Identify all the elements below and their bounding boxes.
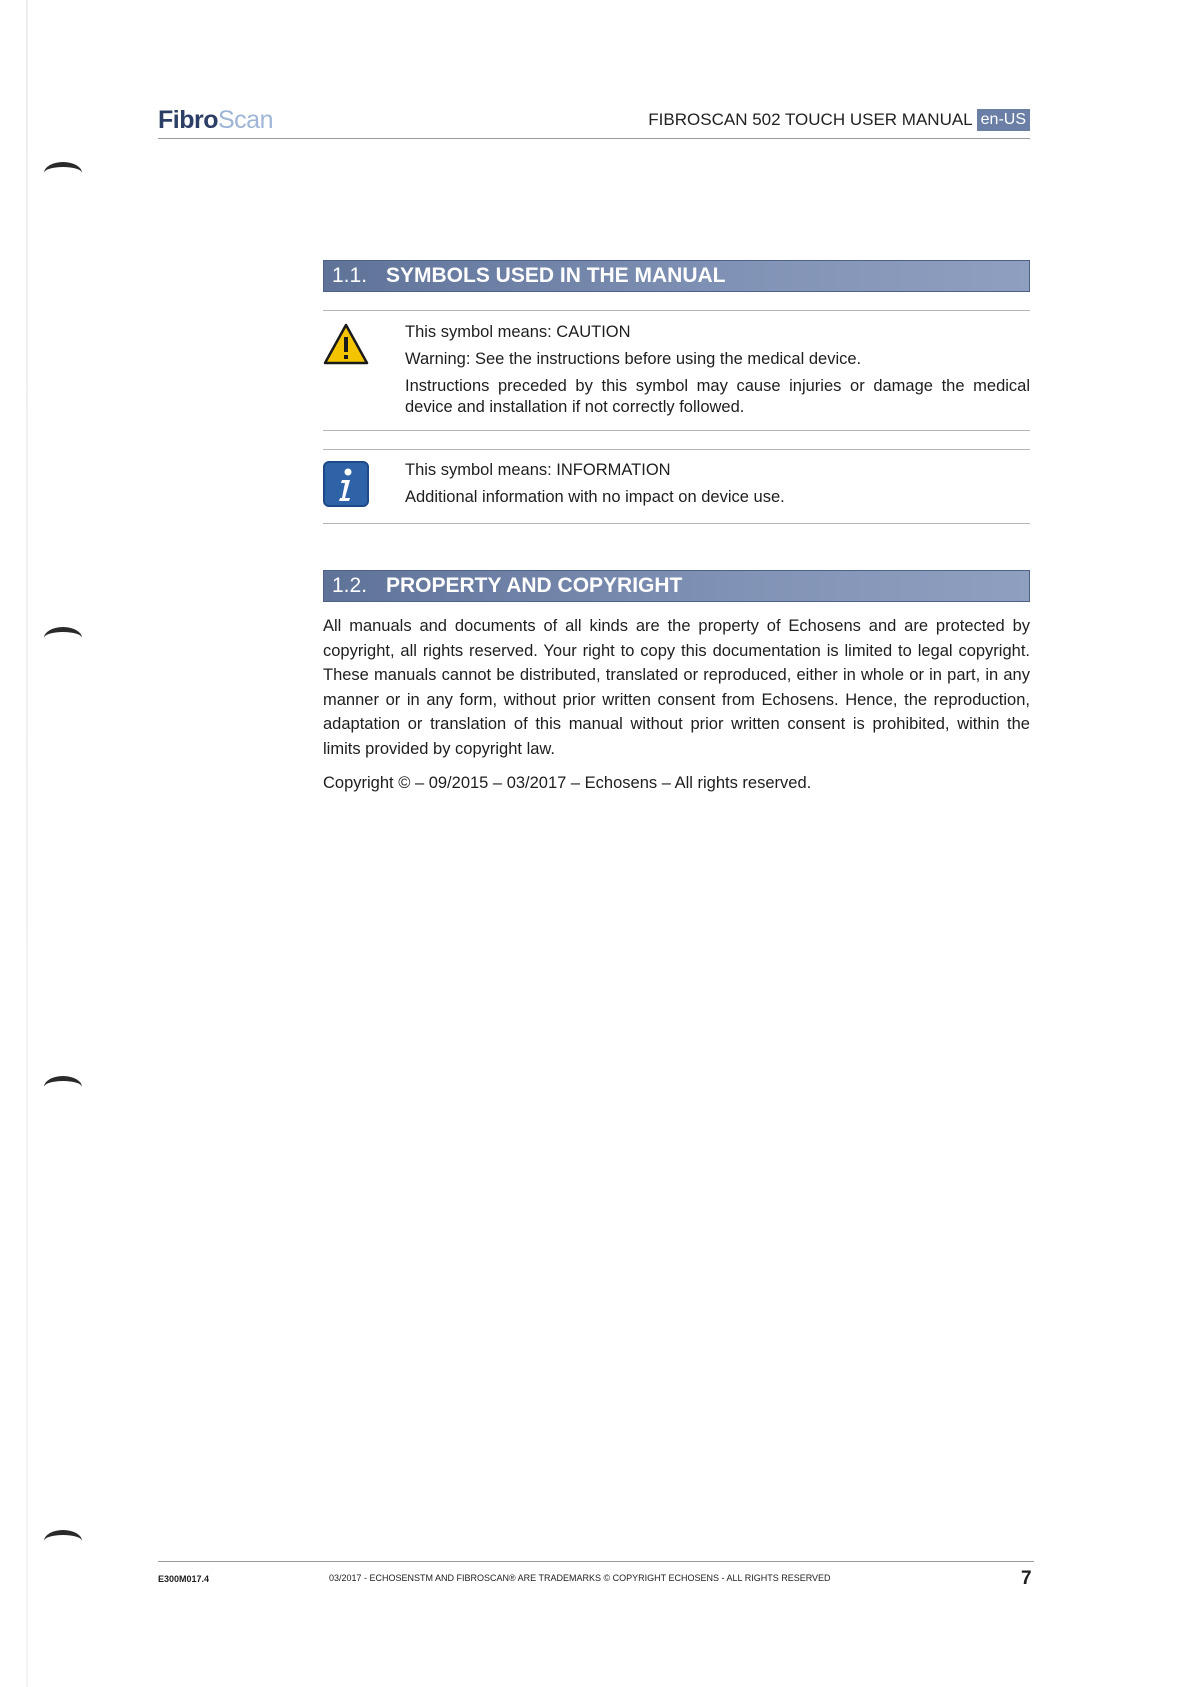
binder-hole bbox=[44, 1530, 82, 1552]
page-number: 7 bbox=[1021, 1568, 1032, 1589]
divider bbox=[323, 430, 1030, 431]
binder-hole bbox=[44, 627, 82, 649]
section-heading-copyright bbox=[323, 570, 1030, 602]
divider bbox=[323, 449, 1030, 450]
warning-triangle-icon bbox=[323, 323, 369, 370]
caution-line-3: Instructions preceded by this symbol may cause injuries or damage the medical device and installation if not correctly followed. bbox=[405, 377, 1030, 416]
binder-hole bbox=[44, 162, 82, 184]
section-number: 1.2. bbox=[332, 574, 368, 597]
trademark-notice: 03/2017 - ECHOSENSTM AND FIBROSCAN® ARE TRADEMARKS © COPYRIGHT ECHOSENS - ALL RIGHTS RESERVED bbox=[329, 1573, 831, 1583]
binder-edge bbox=[26, 0, 28, 1687]
copyright-notice: Copyright © – 09/2015 – 03/2017 – Echosens – All rights reserved. bbox=[323, 774, 812, 792]
copyright-paragraph: All manuals and documents of all kinds are the property of Echosens and are protected by copyright, all rights reserved. Your right to copy this documentation is limited to legal copyright. These manuals cannot be distributed, translated or reproduced, either in whole or in part, in any manner or in any form, without prior written consent from Echosens. Hence, the reproduction, adaptation or translation of this manual without prior written consent is prohibited, within the limits provided by copyright law. bbox=[323, 617, 1030, 758]
fibroscan-logo: FibroScan bbox=[158, 106, 273, 134]
section-heading-symbols bbox=[323, 260, 1030, 292]
manual-title-text: FIBROSCAN 502 TOUCH USER MANUAL bbox=[648, 110, 973, 129]
page-header bbox=[158, 104, 1030, 139]
caution-line-2: Warning: See the instructions before using the medical device. bbox=[405, 350, 862, 368]
manual-title bbox=[648, 109, 1030, 131]
info-icon bbox=[323, 461, 369, 512]
document-code: E300M017.4 bbox=[158, 1574, 210, 1584]
footer-divider bbox=[158, 1561, 1034, 1562]
caution-line-1: This symbol means: CAUTION bbox=[405, 323, 631, 341]
section-number: 1.1. bbox=[332, 264, 368, 287]
information-line-2: Additional information with no impact on device use. bbox=[405, 488, 785, 506]
section-title: SYMBOLS USED IN THE MANUAL bbox=[386, 264, 726, 287]
binder-hole bbox=[44, 1076, 82, 1098]
caution-symbol-block bbox=[323, 320, 1030, 420]
information-line-1: This symbol means: INFORMATION bbox=[405, 461, 671, 479]
language-badge: en-US bbox=[977, 109, 1030, 131]
section-title: PROPERTY AND COPYRIGHT bbox=[386, 574, 683, 597]
information-symbol-block bbox=[323, 459, 1030, 519]
divider bbox=[323, 523, 1030, 524]
divider bbox=[323, 310, 1030, 311]
